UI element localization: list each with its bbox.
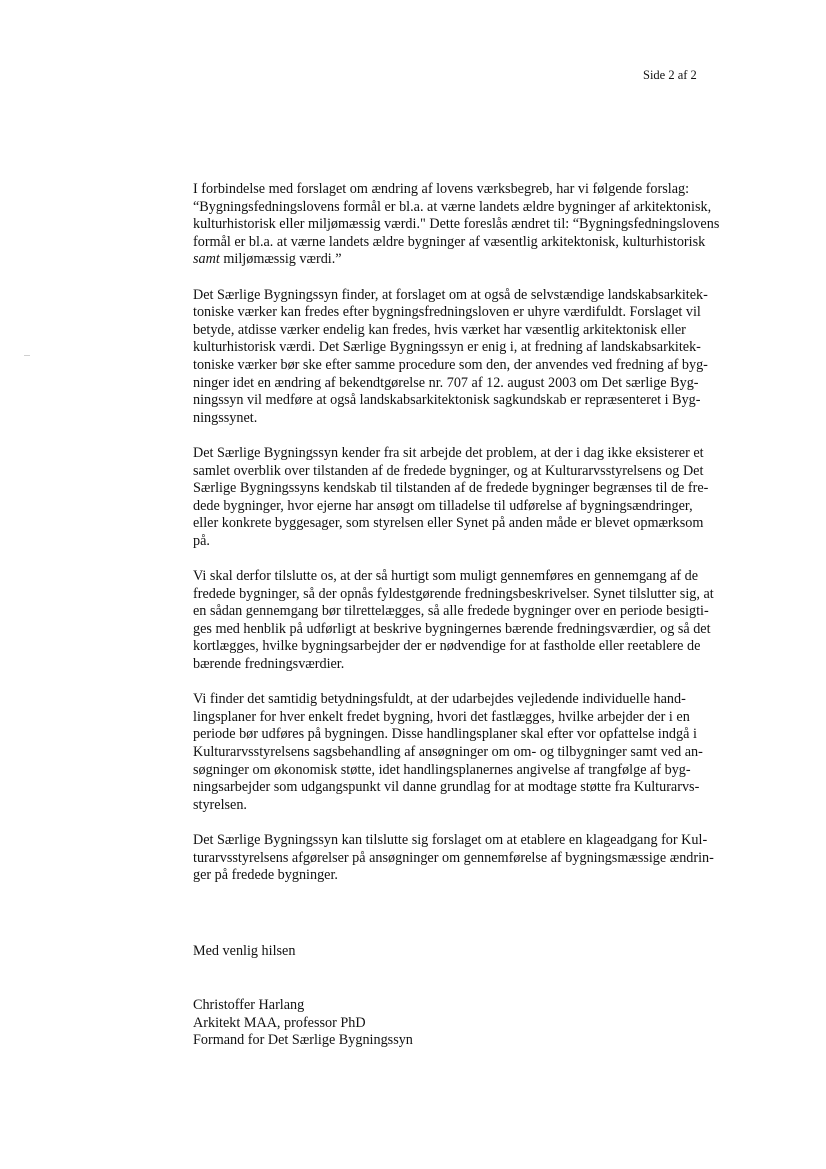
line-text: Særlige Bygningssyns kendskab til tilstanden af de fredede bygninger begrænses til de fre- (193, 480, 709, 497)
line-text: Det Særlige Bygningssyn kender fra sit arbejde det problem, at der i dag ikke eksisterer et (193, 444, 704, 461)
body-paragraph (193, 287, 761, 428)
paragraph-line (193, 375, 761, 393)
line-text: bærende fredningsværdier. (193, 656, 345, 673)
paragraph-line (193, 322, 761, 340)
line-text: eller konkrete byggesager, som styrelsen eller Synet på anden måde er blevet opmærksom (193, 515, 704, 532)
line-text: periode bør udføres på bygningen. Disse handlingsplaner skal efter vor opfattelse indgå i (193, 726, 697, 743)
line-text: en sådan gennemgang bør tilrettelægges, så alle fredede bygninger over en periode besigti- (193, 603, 709, 620)
paragraph-line (193, 498, 761, 516)
paragraph-line (193, 779, 761, 797)
line-text: betyde, atdisse værker endelig kan fredes, hvis værket har væsentlig arkitektonisk eller (193, 321, 686, 338)
paragraph-line (193, 304, 761, 322)
paragraph-line (193, 726, 761, 744)
paragraph-line (193, 691, 761, 709)
paragraph-line (193, 533, 761, 551)
line-text: I forbindelse med forslaget om ændring af lovens værksbegreb, har vi følgende forslag: (193, 181, 690, 197)
line-text: formål er bl.a. at værne landets ældre bygninger af væsentlig arkitektonisk, kulturhistorisk (193, 233, 706, 250)
line-text: lingsplaner for hver enkelt fredet bygning, hvori det fastlægges, hvilke arbejder der i en (193, 708, 690, 725)
line-text: kulturhistorisk eller miljømæssig værdi." Dette foreslås ændret til: “Bygningsfedningslovens (193, 216, 720, 233)
line-text: ningssyn vil medføre at også landskabsarkitektonisk sagkundskab er repræsenteret i Byg- (193, 392, 701, 409)
margin-mark (24, 355, 30, 356)
line-text: dede bygninger, hvor ejerne har ansøgt om tilladelse til udførelse af bygningsændringer, (193, 497, 693, 514)
page-number: Side 2 af 2 (643, 68, 697, 82)
italic-text: samt (193, 251, 220, 268)
line-text: Vi finder det samtidig betydningsfuldt, at der udarbejdes vejledende individuelle hand- (193, 691, 686, 708)
letter-body (193, 181, 761, 902)
paragraph-line (193, 744, 761, 762)
body-paragraph (193, 568, 761, 674)
line-text: ninger idet en ændring af bekendtgørelse nr. 707 af 12. august 2003 om Det særlige Byg- (193, 374, 699, 391)
line-text: Kulturarvsstyrelsens sagsbehandling af ansøgninger om om- og tilbygninger samt ved an- (193, 744, 703, 760)
body-paragraph (193, 181, 761, 269)
paragraph-line (193, 586, 761, 604)
line-text: søgninger om økonomisk støtte, idet handlingsplanernes angivelse af trangfølge af byg- (193, 761, 691, 778)
line-text: Vi skal derfor tilslutte os, at der så hurtigt som muligt gennemføres en gennemgang af de (193, 568, 699, 585)
paragraph-line (193, 515, 761, 533)
line-text: fredede bygninger, så der opnås fyldestgørende fredningsbeskrivelser. Synet tilslutter sig, at (193, 585, 714, 602)
paragraph-line (193, 199, 761, 217)
paragraph-line (193, 797, 761, 815)
line-text: Det Særlige Bygningssyn kan tilslutte sig forslaget om at etablere en klageadgang for Kul- (193, 831, 708, 848)
line-text: toniske værker bør ske efter samme procedure som den, der anvendes ved fredning af byg- (193, 356, 708, 373)
line-text: Det Særlige Bygningssyn finder, at forslaget om at også de selvstændige landskabsarkitek- (193, 286, 708, 303)
line-text: ger på fredede bygninger. (193, 867, 338, 884)
line-text: turarvsstyrelsens afgørelser på ansøgninger om gennemførelse af bygningsmæssige ændrin- (193, 849, 714, 866)
line-text: miljømæssig værdi.” (219, 251, 342, 268)
line-text: styrelsen. (193, 796, 247, 813)
line-text: samlet overblik over tilstanden af de fredede bygninger, og at Kulturarvsstyrelsens og Det (193, 462, 704, 479)
body-paragraph (193, 691, 761, 814)
paragraph-line (193, 850, 761, 868)
paragraph-line (193, 234, 761, 252)
paragraph-line (193, 832, 761, 850)
paragraph-line (193, 709, 761, 727)
paragraph-line (193, 867, 761, 885)
line-text: ges med henblik på udførligt at beskrive bygningernes bærende fredningsværdier, og så det (193, 620, 711, 637)
line-text: ningsarbejder som udgangspunkt vil danne grundlag for at modtage støtte fra Kulturarvs- (193, 779, 700, 796)
signature-title: Arkitekt MAA, professor PhD (193, 1014, 366, 1031)
paragraph-line (193, 656, 761, 674)
signature-name: Christoffer Harlang (193, 997, 305, 1013)
body-paragraph (193, 832, 761, 885)
paragraph-line (193, 480, 761, 498)
signature-role: Formand for Det Særlige Bygningssyn (193, 1032, 413, 1049)
paragraph-line (193, 287, 761, 305)
line-text: ningssynet. (193, 409, 258, 426)
paragraph-line (193, 339, 761, 357)
line-text: kulturhistorisk værdi. Det Særlige Bygningssyn er enig i, at fredning af landskabsarkitek- (193, 339, 701, 356)
signature-block (193, 997, 413, 1050)
paragraph-line (193, 392, 761, 410)
paragraph-line (193, 762, 761, 780)
line-text: kortlægges, hvilke bygningsarbejder der er nødvendige for at fastholde eller reetablere de (193, 638, 701, 655)
paragraph-line (193, 603, 761, 621)
paragraph-line (193, 445, 761, 463)
paragraph-line (193, 568, 761, 586)
paragraph-line (193, 216, 761, 234)
line-text: på. (193, 532, 210, 549)
paragraph-line (193, 638, 761, 656)
paragraph-line (193, 251, 761, 269)
line-text: toniske værker kan fredes efter bygningsfredningsloven er uhyre værdifuldt. Forslaget vil (193, 304, 701, 321)
line-text: “Bygningsfedningslovens formål er bl.a. at værne landets ældre bygninger af arkitektonisk, (193, 198, 712, 215)
paragraph-line (193, 357, 761, 375)
body-paragraph (193, 445, 761, 551)
paragraph-line (193, 181, 761, 199)
paragraph-line (193, 463, 761, 481)
paragraph-line (193, 621, 761, 639)
paragraph-line (193, 410, 761, 428)
closing-greeting: Med venlig hilsen (193, 943, 296, 959)
